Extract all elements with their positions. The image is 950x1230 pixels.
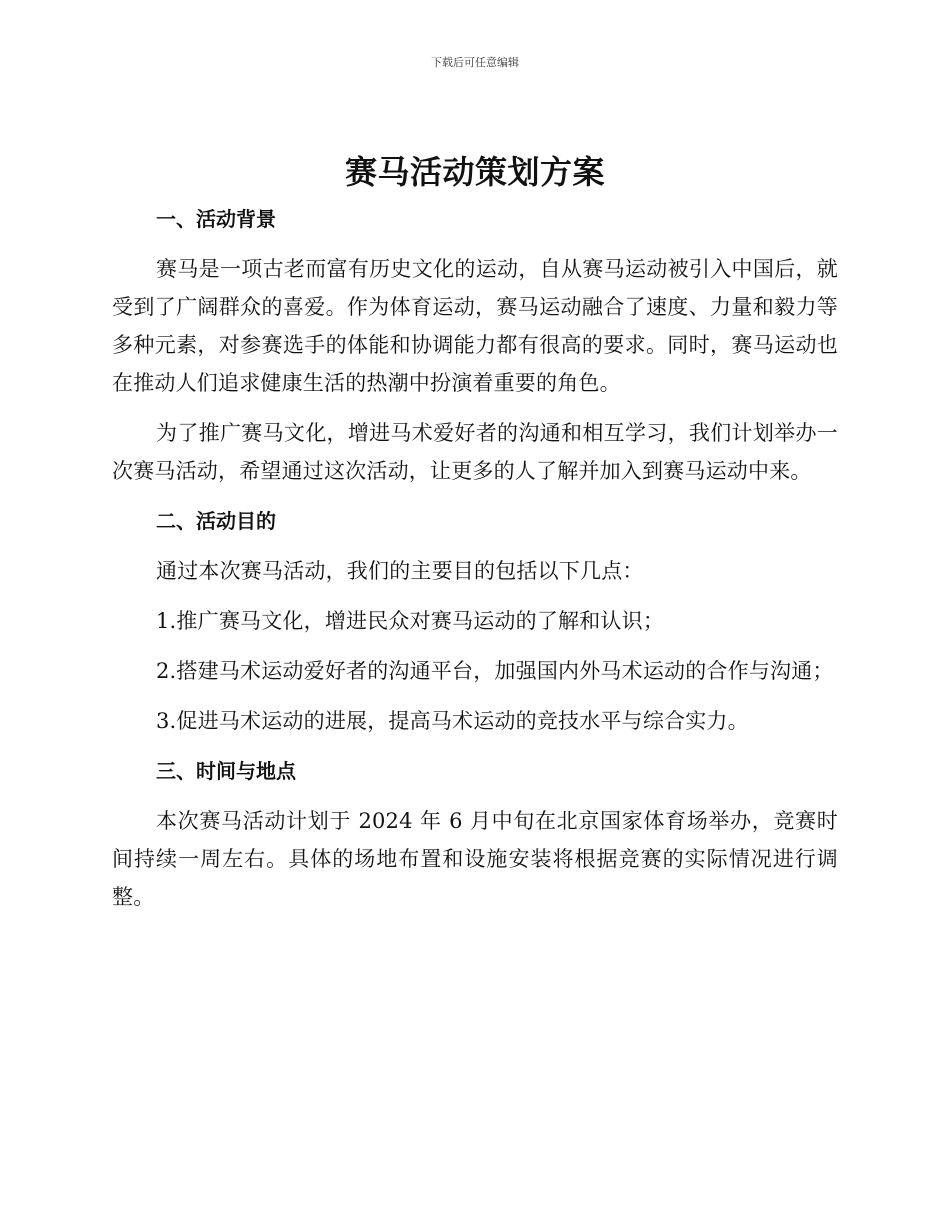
document-body xyxy=(112,148,838,928)
list-item: 3.促进马术运动的进展，提高马术运动的竞技水平与综合实力。 xyxy=(156,709,749,733)
list-item: 1.推广赛马文化，增进民众对赛马运动的了解和认识； xyxy=(156,609,665,633)
paragraph: 通过本次赛马活动，我们的主要目的包括以下几点： xyxy=(156,559,644,583)
paragraph: 本次赛马活动计划于 2024 年 6 月中旬在北京国家体育场举办，竞赛时间持续一周左右。具体的场地布置和设施安装将根据竞赛的实际情况进行调整。 xyxy=(112,809,838,909)
section-heading: 三、时间与地点 xyxy=(156,759,296,783)
section-purpose xyxy=(112,502,838,740)
section-heading: 二、活动目的 xyxy=(156,509,276,533)
section-heading: 一、活动背景 xyxy=(156,207,276,231)
header-note: 下载后可任意编辑 xyxy=(431,56,519,69)
section-background xyxy=(112,200,838,490)
document-title: 赛马活动策划方案 xyxy=(344,153,605,191)
paragraph: 为了推广赛马文化，增进马术爱好者的沟通和相互学习，我们计划举办一次赛马活动，希望通过这次活动，让更多的人了解并加入到赛马运动中来。 xyxy=(112,421,838,483)
list-item: 2.搭建马术运动爱好者的沟通平台，加强国内外马术运动的合作与沟通； xyxy=(156,659,834,683)
paragraph: 赛马是一项古老而富有历史文化的运动，自从赛马运动被引入中国后，就受到了广阔群众的喜爱。作为体育运动，赛马运动融合了速度、力量和毅力等多种元素，对参赛选手的体能和协调能力都有很高的要求。同时，赛马运动也在推动人们追求健康生活的热潮中扮演着重要的角色。 xyxy=(112,257,838,395)
section-time-location xyxy=(112,752,838,916)
